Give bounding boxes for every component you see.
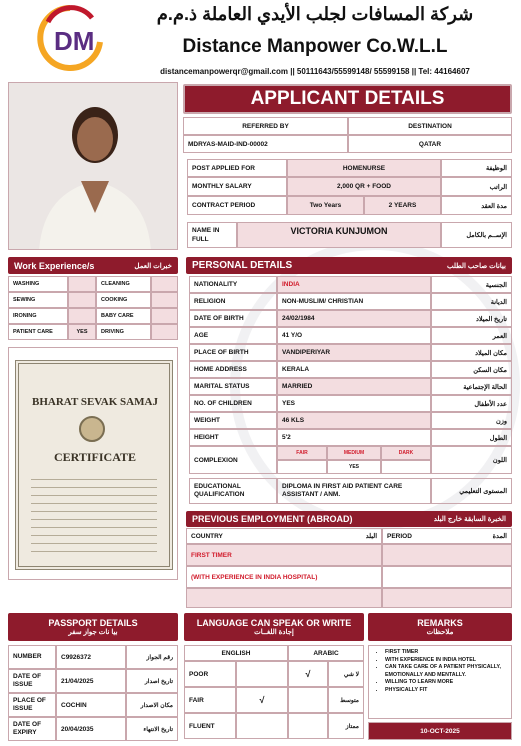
prev-blank-period — [382, 588, 512, 608]
lang-english-mark: √ — [236, 687, 288, 713]
personal-label-ar: عدد الأطفال — [431, 395, 512, 412]
certificate-image — [8, 347, 178, 580]
country-text: COUNTRY — [191, 532, 223, 540]
personal-label-ar: العمر — [431, 327, 512, 344]
education-value: DIPLOMA IN FIRST AID PATIENT CARE ASSISTANT / ANM. — [277, 478, 431, 504]
fullname-value: VICTORIA KUNJUMON — [237, 222, 441, 248]
ref-code: MDRYAS-MAID-IND-00002 — [183, 135, 348, 153]
india-experience: (WITH EXPERIENCE IN INDIA HOSPITAL) — [186, 566, 382, 588]
post-label: POST APPLIED FOR — [187, 159, 287, 177]
lang-level-ar: لا شي — [328, 661, 364, 687]
salary-label-ar: الراتب — [441, 177, 512, 196]
work-value — [68, 276, 96, 292]
personal-label-ar: مكان السكن — [431, 361, 512, 378]
complexion-fair-mark — [277, 460, 327, 474]
personal-label: DATE OF BIRTH — [189, 310, 277, 327]
personal-label: PLACE OF BIRTH — [189, 344, 277, 361]
personal-value: NON-MUSLIM/ CHRISTIAN — [277, 293, 431, 310]
passport-title-ar: بيا نات جواز سفر — [68, 629, 118, 636]
work-value — [151, 292, 178, 308]
salary-label: MONTHLY SALARY — [187, 177, 287, 196]
language-header — [184, 613, 364, 641]
personal-value: 41 Y/O — [277, 327, 431, 344]
lang-level-ar: متوسط — [328, 687, 364, 713]
passport-label-ar: رقم الجواز — [126, 645, 178, 669]
personal-label-ar: الطول — [431, 429, 512, 446]
work-value — [151, 276, 178, 292]
personal-label: HOME ADDRESS — [189, 361, 277, 378]
logo-text: DM — [54, 26, 95, 56]
work-label: IRONING — [8, 308, 68, 324]
passport-value: 20/04/2035 — [56, 717, 126, 741]
work-label: COOKING — [96, 292, 151, 308]
remarks-date: 10-OCT-2025 — [368, 722, 512, 740]
prev-blank-row — [186, 588, 382, 608]
passport-label: DATE OF ISSUE — [8, 669, 56, 693]
remark-item: • WILLING TO LEARN MORE — [385, 679, 507, 687]
country-label — [186, 528, 382, 544]
remarks-box — [368, 645, 512, 719]
personal-label-ar: الديانة — [431, 293, 512, 310]
company-contact: distancemanpowerqr@gmail.com || 50111643/55599148/ 55599158 || Tel: 44164607 — [160, 67, 470, 76]
passport-label: DATE OF EXPIRY — [8, 717, 56, 741]
country-text-ar: البلد — [365, 533, 377, 540]
personal-label-ar: الحالة الإجتماعية — [431, 378, 512, 395]
passport-label-ar: تاريخ اصدار — [126, 669, 178, 693]
contract-label-ar: مدة العقد — [441, 196, 512, 215]
certificate-org: BHARAT SEVAK SAMAJ — [32, 396, 158, 408]
personal-value: KERALA — [277, 361, 431, 378]
personal-label-ar: وزن — [431, 412, 512, 429]
certificate-lines — [31, 472, 157, 552]
passport-value: C9926372 — [56, 645, 126, 669]
work-label: PATIENT CARE — [8, 324, 68, 340]
complexion-medium-mark: YES — [327, 460, 381, 474]
contract-value-1: Two Years — [287, 196, 364, 215]
company-logo — [30, 2, 110, 74]
lang-english-mark — [236, 661, 288, 687]
destination-value: QATAR — [348, 135, 512, 153]
personal-label: MARITAL STATUS — [189, 378, 277, 395]
personal-value: 5'2 — [277, 429, 431, 446]
passport-value: 21/04/2025 — [56, 669, 126, 693]
previous-employment-header — [186, 511, 512, 527]
lang-arabic-mark — [288, 713, 328, 739]
fullname-label: NAME IN FULL — [187, 222, 237, 248]
work-label: SEWING — [8, 292, 68, 308]
company-name-arabic: شركة المسافات لجلب الأيدي العاملة ذ.م.م — [156, 4, 474, 24]
work-label: WASHING — [8, 276, 68, 292]
work-title: Work Experience/s — [14, 260, 95, 271]
personal-details-header — [186, 257, 512, 274]
applicant-photo — [8, 82, 178, 250]
complexion-label: COMPLEXION — [189, 446, 277, 474]
work-value — [151, 308, 178, 324]
lang-english-label: ENGLISH — [184, 645, 288, 661]
work-value — [151, 324, 178, 340]
salary-value: 2,000 QR + FOOD — [287, 177, 441, 196]
passport-label: NUMBER — [8, 645, 56, 669]
remark-item: • WITH EXPERIENCE IN INDIA HOTEL — [385, 657, 507, 665]
lang-level-label: FAIR — [184, 687, 236, 713]
lang-arabic-label: ARABIC — [288, 645, 364, 661]
lang-english-mark — [236, 713, 288, 739]
personal-title: PERSONAL DETAILS — [192, 260, 293, 271]
remarks-header — [368, 613, 512, 641]
remarks-title-ar: ملاحظات — [426, 629, 454, 636]
referred-by-label: REFERRED BY — [183, 117, 348, 135]
personal-value: YES — [277, 395, 431, 412]
work-value — [68, 292, 96, 308]
company-name-english: Distance Manpower Co.W.L.L — [182, 36, 448, 57]
passport-header — [8, 613, 178, 641]
passport-title: PASSPORT DETAILS — [48, 618, 138, 628]
period-text-ar: المدة — [492, 533, 507, 540]
personal-value: 46 KLS — [277, 412, 431, 429]
complexion-dark-mark — [381, 460, 431, 474]
education-label-ar: المستوى التعليمي — [431, 478, 512, 504]
remarks-list — [377, 649, 507, 695]
applicant-details-title: APPLICANT DETAILS — [183, 84, 512, 114]
personal-value: 24/02/1984 — [277, 310, 431, 327]
work-label: CLEANING — [96, 276, 151, 292]
work-label: BABY CARE — [96, 308, 151, 324]
passport-label: PLACE OF ISSUE — [8, 693, 56, 717]
passport-value: COCHIN — [56, 693, 126, 717]
work-value: YES — [68, 324, 96, 340]
language-title: LANGUAGE CAN SPEAK OR WRITE — [196, 618, 352, 628]
period-label — [382, 528, 512, 544]
work-experience-header — [8, 257, 178, 274]
personal-label: AGE — [189, 327, 277, 344]
contract-label: CONTRACT PERIOD — [187, 196, 287, 215]
previous-title: PREVIOUS EMPLOYMENT (ABROAD) — [192, 514, 353, 524]
personal-label: NO. OF CHILDREN — [189, 395, 277, 412]
first-timer-period — [382, 544, 512, 566]
complexion-fair: FAIR — [277, 446, 327, 460]
period-text: PERIOD — [387, 532, 412, 540]
passport-label-ar: تاريخ الانتهاء — [126, 717, 178, 741]
personal-label-ar: مكان الميلاد — [431, 344, 512, 361]
personal-value: INDIA — [277, 276, 431, 293]
post-label-ar: الوظيفة — [441, 159, 512, 177]
lang-arabic-mark — [288, 687, 328, 713]
remark-item: • FIRST TIMER — [385, 649, 507, 657]
work-value — [68, 308, 96, 324]
post-value: HOMENURSE — [287, 159, 441, 177]
language-title-ar: إجادة اللغــات — [254, 629, 294, 636]
personal-label: WEIGHT — [189, 412, 277, 429]
personal-value: VANDIPERIYAR — [277, 344, 431, 361]
remarks-title: REMARKS — [417, 618, 463, 628]
lang-arabic-mark: √ — [288, 661, 328, 687]
first-timer: FIRST TIMER — [186, 544, 382, 566]
education-label: EDUCATIONAL QUALIFICATION — [189, 478, 277, 504]
certificate-title: CERTIFICATE — [53, 450, 137, 464]
previous-title-ar: الخبرة السابقة خارج البلد — [433, 516, 506, 523]
fullname-label-ar: الإســم بالكامل — [441, 222, 512, 248]
remark-item: • PHYSICALLY FIT — [385, 687, 507, 695]
personal-title-ar: بيانات صاحب الطلب — [446, 262, 506, 270]
remark-item: • CAN TAKE CARE OF A PATIENT PHYSICALLY, EMOTIONALLY AND MENTALLY. — [385, 664, 507, 679]
complexion-dark: DARK — [381, 446, 431, 460]
lang-level-label: POOR — [184, 661, 236, 687]
complexion-medium: MEDIUM — [327, 446, 381, 460]
personal-value: MARRIED — [277, 378, 431, 395]
complexion-label-ar: اللون — [431, 446, 512, 474]
lang-level-ar: ممتاز — [328, 713, 364, 739]
destination-label: DESTINATION — [348, 117, 512, 135]
personal-label-ar: الجنسية — [431, 276, 512, 293]
personal-label: RELIGION — [189, 293, 277, 310]
contract-value-2: 2 YEARS — [364, 196, 441, 215]
personal-label-ar: تاريخ الميلاد — [431, 310, 512, 327]
passport-label-ar: مكان الاصدار — [126, 693, 178, 717]
work-label: DRIVING — [96, 324, 151, 340]
personal-label: HEIGHT — [189, 429, 277, 446]
work-title-ar: خبرات العمل — [134, 262, 172, 270]
certificate-seal — [79, 416, 105, 442]
india-period — [382, 566, 512, 588]
personal-label: NATIONALITY — [189, 276, 277, 293]
lang-level-label: FLUENT — [184, 713, 236, 739]
